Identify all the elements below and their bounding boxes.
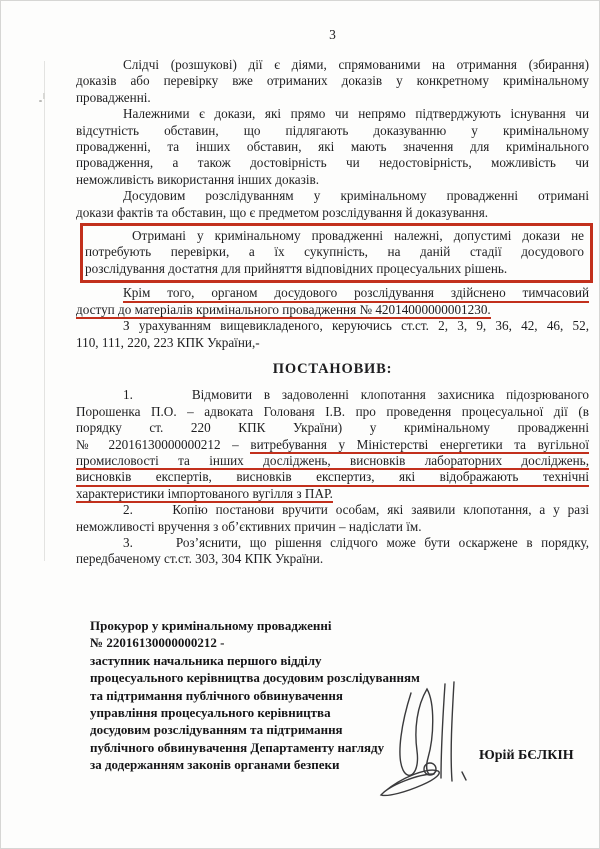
- text-line: [76, 535, 589, 551]
- handwritten-signature-icon: [378, 679, 490, 809]
- text-segment: 2. Копію постанови вручити особам, які заявили клопотання, а у разі: [123, 502, 589, 518]
- text-line: [76, 387, 589, 403]
- text-line: [76, 318, 589, 334]
- order-item-3: [76, 535, 589, 568]
- text-segment: провадженні.: [76, 89, 151, 105]
- text-line: [76, 172, 589, 188]
- signature-section: [90, 617, 590, 774]
- red-underlined-text: характеристики імпортованого вугілля з ПАР.: [76, 486, 333, 504]
- red-underlined-text: промисловості та інших досліджень, висновків лабораторних досліджень,: [76, 453, 589, 471]
- text-line: [76, 123, 589, 139]
- signature-line: Прокурор у кримінальному провадженні: [90, 618, 332, 633]
- text-line: [76, 486, 589, 502]
- text-segment: 3. Роз’яснити, що рішення слідчого може бути оскаржене в порядку,: [123, 534, 589, 550]
- text-segment: Належними є докази, які прямо чи непрямо підтверджують існування чи: [123, 106, 589, 122]
- text-line: [76, 551, 589, 567]
- text-segment: доказів або перевірку вже отриманих доказів у конкретному кримінальному: [76, 73, 589, 89]
- signature-line: процесуального керівництва досудовим розслідуванням: [90, 670, 420, 686]
- text-line: [76, 519, 589, 535]
- red-underlined-text: витребування у Міністерстві енергетики та вугільної: [250, 437, 589, 455]
- scan-artifact-line: [44, 61, 45, 561]
- red-underlined-text: доступ до матеріалів кримінального провадження № 42014000000001230.: [76, 302, 491, 320]
- text-segment: розслідування достатня для прийняття відповідних процесуальних рішень.: [85, 260, 508, 276]
- text-line: [76, 73, 589, 89]
- text-line: [76, 57, 589, 73]
- red-underlined-text: Крім того, органом досудового розслідування здійснено тимчасовий: [123, 285, 589, 303]
- signature-line: № 22016130000000212 -: [90, 635, 225, 651]
- text-segment: 1. Відмовити в задоволенні клопотання захисника підозрюваного: [123, 387, 589, 403]
- text-segment: № 22016130000000212 –: [76, 436, 251, 452]
- text-line: [76, 285, 589, 301]
- text-segment: провадженні, та інших обставин, які мають значення для кримінального: [76, 139, 589, 155]
- text-line: [76, 205, 589, 221]
- text-segment: докази фактів та обставин, що є предметом розслідування й доказування.: [76, 204, 489, 220]
- paragraph-z-urakhuvanniam: [76, 318, 589, 351]
- text-line: [85, 228, 584, 244]
- text-segment: відсутність обставин, що підлягають доказуванню у кримінальному: [76, 122, 589, 138]
- text-line: [76, 404, 589, 420]
- signature-line: управління процесуального керівництва: [90, 705, 331, 721]
- scan-speck: [39, 100, 42, 102]
- order-item-1: [76, 387, 589, 502]
- paragraph-dosudove-rozsliduvannia: [76, 188, 589, 221]
- text-segment: Отримані у кримінальному провадженні належні, допустимі докази не: [132, 228, 584, 244]
- text-segment: З урахуванням вищевикладеного, керуючись ст.ст. 2, 3, 9, 36, 42, 46, 52,: [123, 318, 589, 334]
- signature-line: досудовим розслідуванням та підтримання: [90, 722, 343, 738]
- page-number: 3: [329, 27, 336, 42]
- text-line: [76, 335, 589, 351]
- paragraph-nalezhni-dokazy: [76, 106, 589, 188]
- text-line: [76, 453, 589, 469]
- red-underlined-text: висновків експертів, висновків експертиз, які відображають технічні: [76, 469, 589, 487]
- text-segment: неможливості вручення з об’єктивних причин – надіслати їм.: [76, 518, 422, 534]
- resolution-heading: ПОСТАНОВИВ:: [272, 360, 393, 377]
- order-item-2: [76, 502, 589, 535]
- text-segment: провадження, а також достовірність чи недостовірність, можливість чи: [76, 155, 589, 171]
- text-segment: Досудовим розслідуванням у кримінальному провадженні отримані: [123, 188, 589, 204]
- text-line: [76, 106, 589, 122]
- text-line: [76, 420, 589, 436]
- text-line: [85, 261, 584, 277]
- signer-name: Юрій БЄЛКІН: [479, 748, 574, 763]
- text-segment: Порошенка П.О. – адвоката Голованя І.В. про проведення процесуальної дії (в: [76, 403, 589, 419]
- text-line: [76, 90, 589, 106]
- text-segment: Слідчі (розшукові) дії є діями, спрямованими на отримання (збирання): [123, 57, 589, 72]
- text-segment: 110, 111, 220, 223 КПК України,-: [76, 334, 260, 350]
- text-segment: неможливість використання інших доказів.: [76, 171, 320, 187]
- scan-speck: [43, 93, 45, 99]
- text-line: [76, 139, 589, 155]
- text-line: [76, 302, 589, 318]
- document-body: [76, 57, 589, 568]
- signature-line: та підтримання публічного обвинувачення: [90, 687, 343, 703]
- signature-line: публічного обвинувачення Департаменту нагляду: [90, 739, 385, 755]
- paragraph-slidchi-dii: [76, 57, 589, 106]
- signature-line: за додержанням законів органами безпеки: [90, 757, 340, 773]
- paragraph-krim-toho-underlined: [76, 285, 589, 318]
- text-line: [76, 469, 589, 485]
- text-segment: порядку ст. 220 КПК України) у кримінальному провадженні: [76, 420, 589, 436]
- text-segment: передбаченому ст.ст. 303, 304 КПК України.: [76, 551, 324, 567]
- text-segment: потребують перевірки, а їх сукупність, на даній стадії досудового: [85, 244, 584, 260]
- text-line: [76, 437, 589, 453]
- paragraph-otrymani-dokazy-boxed: [80, 223, 593, 283]
- text-line: [85, 244, 584, 260]
- text-line: [76, 502, 589, 518]
- signature-line: заступник начальника першого відділу: [90, 652, 322, 668]
- text-line: [76, 155, 589, 171]
- text-line: [76, 188, 589, 204]
